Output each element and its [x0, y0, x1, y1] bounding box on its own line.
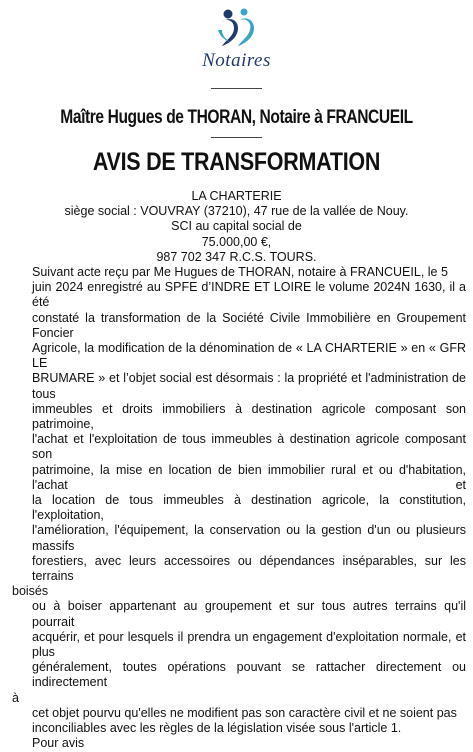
- notary-office-title: Maître Hugues de THORAN, Notaire à FRANCUEIL: [60, 107, 413, 128]
- notaires-emblem-icon: [214, 6, 260, 50]
- body-line: cet objet pourvu qu'elles ne modifient pas son caractère civil et ne soient pas: [32, 705, 457, 720]
- logo-wordmark: Notaires: [202, 50, 271, 71]
- notice-body: [12, 265, 466, 752]
- body-line: Agricole, la modification de la dénomination de « LA CHARTERIE » en « GFR LE: [32, 341, 466, 371]
- body-line: la location de tous immeubles à destination agricole, la constitution, l'exploitation,: [32, 493, 466, 523]
- body-line: constaté la transformation de la Société Civile Immobilière en Groupement Foncier: [32, 310, 466, 340]
- body-line: inconciliables avec les règles de la législation visée sous l'article 1.: [32, 721, 402, 736]
- body-line: patrimoine, la mise en location de bien immobilier rural et ou d'habitation, l'achat et: [32, 462, 466, 492]
- company-block: [0, 189, 473, 265]
- company-form: SCI au capital social de: [171, 219, 302, 234]
- body-line: l'achat et l'exploitation de tous immeubles à destination agricole composant son: [32, 432, 466, 462]
- notaires-logo: [0, 6, 473, 71]
- body-line: généralement, toutes opérations pouvant se rattacher directement ou indirectement: [32, 660, 466, 690]
- company-seat: siège social : VOUVRAY (37210), 47 rue de la vallée de Nouy.: [64, 204, 409, 219]
- top-divider: [211, 88, 262, 89]
- body-line: boisés: [12, 584, 49, 599]
- body-line: Suivant acte reçu par Me Hugues de THORAN, notaire à FRANCUEIL, le 5: [32, 265, 448, 279]
- body-line: immeubles et droits immobiliers à destination agricole composant son patrimoine,: [32, 401, 466, 432]
- body-line: BRUMARE » et l’objet social est désormais : la propriété et l'administration de tous: [32, 371, 466, 401]
- notice-headline: AVIS DE TRANSFORMATION: [92, 148, 381, 176]
- middle-divider: [211, 137, 262, 138]
- body-line: à: [12, 690, 19, 705]
- body-line: juin 2024 enregistré au SPFE d’INDRE ET LOIRE le volume 2024N 1630, il a été: [32, 280, 466, 310]
- company-rcs: 987 702 347 R.C.S. TOURS.: [156, 249, 317, 264]
- body-line: l'amélioration, l'équipement, la conservation ou la gestion d'un ou plusieurs massifs: [32, 523, 466, 553]
- company-name: LA CHARTERIE: [191, 189, 282, 203]
- company-capital: 75.000,00 €,: [201, 234, 272, 249]
- body-line: Pour avis: [32, 736, 85, 751]
- body-line: acquérir, et pour lesquels il prendra un engagement d'exploitation normale, et plus: [32, 629, 466, 660]
- body-line: forestiers, avec leurs accessoires ou dépendances inséparables, sur les terrains: [32, 553, 466, 584]
- body-line: ou à boiser appartenant au groupement et sur tous autres terrains qu'il pourrait: [32, 599, 466, 629]
